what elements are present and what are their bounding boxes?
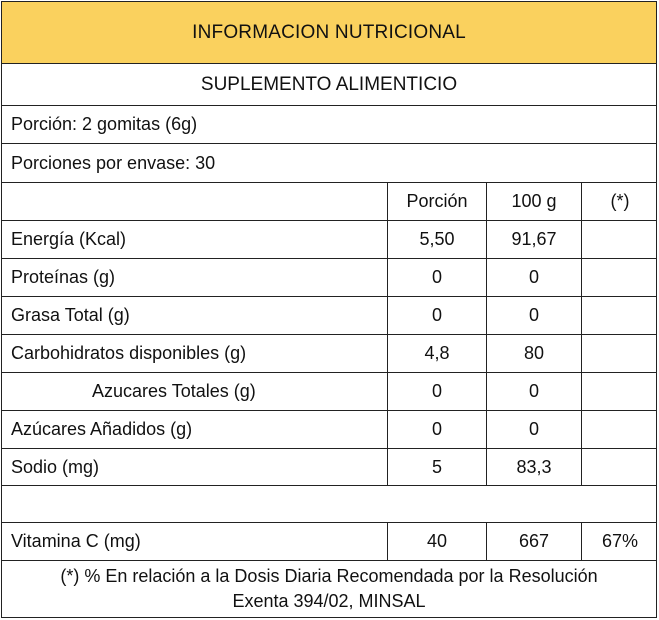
nutrient-dv — [581, 335, 658, 372]
nutrient-per100: 0 — [486, 259, 581, 296]
nutrient-portion: 4,8 — [387, 335, 486, 372]
nutrient-portion: 5,50 — [387, 221, 486, 258]
serving-size-row — [2, 106, 656, 144]
nutrient-per100: 0 — [486, 373, 581, 410]
column-header-dv: (*) — [581, 183, 658, 220]
nutrient-name: Vitamina C (mg) — [11, 531, 141, 551]
nutrient-per100: 0 — [486, 297, 581, 334]
nutrient-portion: 0 — [387, 411, 486, 448]
column-header-name — [2, 183, 387, 220]
nutrient-dv — [581, 259, 658, 296]
footnote-line-1: (*) % En relación a la Dosis Diaria Recomendada por la Resolución — [60, 566, 598, 586]
nutrient-dv: 67% — [581, 523, 658, 560]
nutrient-dv — [581, 297, 658, 334]
table-row — [2, 335, 656, 373]
nutrient-per100: 80 — [486, 335, 581, 372]
nutrient-name: Proteínas (g) — [11, 267, 116, 287]
panel-title — [2, 2, 656, 64]
title-text: INFORMACION NUTRICIONAL — [192, 21, 466, 43]
table-row — [2, 523, 656, 561]
nutrient-portion: 0 — [387, 259, 486, 296]
column-header-portion: Porción — [387, 183, 486, 220]
panel-subtitle — [2, 64, 656, 106]
nutrient-name: Carbohidratos disponibles (g) — [11, 343, 247, 363]
nutrient-portion: 40 — [387, 523, 486, 560]
column-header-row — [2, 183, 656, 221]
nutrient-dv — [581, 373, 658, 410]
spacer-row — [2, 486, 656, 523]
table-row — [2, 411, 656, 449]
footnote — [2, 561, 656, 617]
nutrient-portion: 5 — [387, 449, 486, 485]
table-row — [2, 449, 656, 486]
nutrient-dv — [581, 221, 658, 258]
table-row — [2, 221, 656, 259]
nutrient-name: Azucares Totales (g) — [92, 381, 256, 401]
table-row — [2, 373, 656, 411]
servings-per-container-row — [2, 144, 656, 183]
table-row — [2, 259, 656, 297]
table-row — [2, 297, 656, 335]
nutrition-facts-panel — [1, 1, 657, 618]
nutrient-per100: 91,67 — [486, 221, 581, 258]
serving-size-text: Porción: 2 gomitas (6g) — [11, 114, 198, 134]
nutrient-name: Sodio (mg) — [11, 456, 100, 477]
nutrient-dv — [581, 449, 658, 485]
nutrient-per100: 0 — [486, 411, 581, 448]
spacer-cell — [2, 486, 658, 522]
nutrient-name: Azúcares Añadidos (g) — [11, 419, 193, 439]
footnote-line-2: Exenta 394/02, MINSAL — [232, 591, 426, 611]
nutrient-dv — [581, 411, 658, 448]
nutrient-per100: 83,3 — [486, 449, 581, 485]
nutrient-name: Energía (Kcal) — [11, 229, 127, 249]
column-header-100g: 100 g — [486, 183, 581, 220]
servings-per-container-text: Porciones por envase: 30 — [11, 152, 216, 173]
nutrient-portion: 0 — [387, 373, 486, 410]
subtitle-text: SUPLEMENTO ALIMENTICIO — [200, 73, 458, 95]
nutrient-portion: 0 — [387, 297, 486, 334]
nutrient-per100: 667 — [486, 523, 581, 560]
nutrient-name: Grasa Total (g) — [11, 305, 130, 325]
